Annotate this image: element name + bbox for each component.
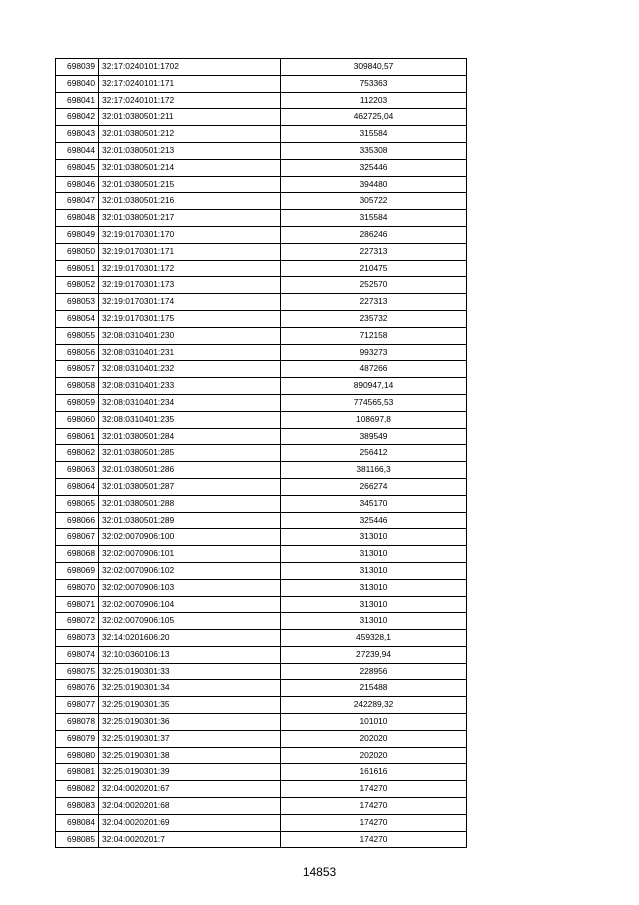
row-id-cell: 698081 (56, 764, 99, 781)
table-row (56, 294, 467, 311)
row-id-cell: 698051 (56, 260, 99, 277)
cadastral-value-cell: 305722 (281, 193, 467, 210)
cadastral-number-cell: 32:01:0380501:285 (99, 445, 281, 462)
table-row (56, 747, 467, 764)
table-row (56, 59, 467, 76)
cadastral-number-cell: 32:01:0380501:286 (99, 462, 281, 479)
cadastral-value-cell: 101010 (281, 714, 467, 731)
cadastral-value-cell: 242289,32 (281, 697, 467, 714)
cadastral-value-cell: 345170 (281, 495, 467, 512)
row-id-cell: 698065 (56, 495, 99, 512)
cadastral-value-cell: 161616 (281, 764, 467, 781)
table-row (56, 646, 467, 663)
row-id-cell: 698069 (56, 562, 99, 579)
cadastral-number-cell: 32:19:0170301:175 (99, 310, 281, 327)
cadastral-value-cell: 462725,04 (281, 109, 467, 126)
table-row (56, 176, 467, 193)
cadastral-number-cell: 32:04:0020201:67 (99, 781, 281, 798)
table-row (56, 798, 467, 815)
row-id-cell: 698076 (56, 680, 99, 697)
row-id-cell: 698057 (56, 361, 99, 378)
row-id-cell: 698085 (56, 831, 99, 848)
row-id-cell: 698039 (56, 59, 99, 76)
row-id-cell: 698078 (56, 714, 99, 731)
table-row (56, 327, 467, 344)
cadastral-value-cell: 313010 (281, 579, 467, 596)
cadastral-value-cell: 389549 (281, 428, 467, 445)
cadastral-value-cell: 252570 (281, 277, 467, 294)
cadastral-value-cell: 313010 (281, 613, 467, 630)
cadastral-value-cell: 315584 (281, 126, 467, 143)
row-id-cell: 698063 (56, 462, 99, 479)
table-row (56, 596, 467, 613)
table-row (56, 159, 467, 176)
cadastral-value-cell: 227313 (281, 243, 467, 260)
table-row (56, 260, 467, 277)
cadastral-value-cell: 774565,53 (281, 394, 467, 411)
cadastral-number-cell: 32:02:0070906:104 (99, 596, 281, 613)
table-row (56, 697, 467, 714)
row-id-cell: 698062 (56, 445, 99, 462)
row-id-cell: 698042 (56, 109, 99, 126)
table-row (56, 445, 467, 462)
row-id-cell: 698082 (56, 781, 99, 798)
cadastral-value-cell: 235732 (281, 310, 467, 327)
row-id-cell: 698074 (56, 646, 99, 663)
cadastral-value-cell: 890947,14 (281, 378, 467, 395)
table-row (56, 193, 467, 210)
table-row (56, 814, 467, 831)
cadastral-number-cell: 32:25:0190301:33 (99, 663, 281, 680)
cadastral-value-cell: 174270 (281, 798, 467, 815)
table-row (56, 142, 467, 159)
cadastral-value-cell: 325446 (281, 512, 467, 529)
cadastral-value-cell: 313010 (281, 529, 467, 546)
table-row (56, 226, 467, 243)
row-id-cell: 698049 (56, 226, 99, 243)
row-id-cell: 698047 (56, 193, 99, 210)
cadastral-number-cell: 32:01:0380501:216 (99, 193, 281, 210)
row-id-cell: 698053 (56, 294, 99, 311)
cadastral-value-cell: 315584 (281, 210, 467, 227)
cadastral-number-cell: 32:19:0170301:172 (99, 260, 281, 277)
row-id-cell: 698060 (56, 411, 99, 428)
table-row (56, 411, 467, 428)
cadastral-number-cell: 32:25:0190301:34 (99, 680, 281, 697)
table-row (56, 764, 467, 781)
table-row (56, 428, 467, 445)
cadastral-value-cell: 394480 (281, 176, 467, 193)
row-id-cell: 698043 (56, 126, 99, 143)
table-row (56, 562, 467, 579)
cadastral-number-cell: 32:25:0190301:38 (99, 747, 281, 764)
cadastral-value-cell: 256412 (281, 445, 467, 462)
table-row (56, 512, 467, 529)
row-id-cell: 698075 (56, 663, 99, 680)
cadastral-value-cell: 210475 (281, 260, 467, 277)
cadastral-number-cell: 32:01:0380501:288 (99, 495, 281, 512)
row-id-cell: 698077 (56, 697, 99, 714)
table-row (56, 344, 467, 361)
cadastral-value-cell: 215488 (281, 680, 467, 697)
table-row (56, 126, 467, 143)
row-id-cell: 698070 (56, 579, 99, 596)
table-row (56, 495, 467, 512)
row-id-cell: 698079 (56, 730, 99, 747)
row-id-cell: 698064 (56, 478, 99, 495)
table-row (56, 714, 467, 731)
row-id-cell: 698045 (56, 159, 99, 176)
cadastral-number-cell: 32:01:0380501:217 (99, 210, 281, 227)
cadastral-number-cell: 32:08:0310401:235 (99, 411, 281, 428)
table-row (56, 579, 467, 596)
table-row (56, 310, 467, 327)
cadastral-value-cell: 286246 (281, 226, 467, 243)
row-id-cell: 698083 (56, 798, 99, 815)
cadastral-value-cell: 174270 (281, 814, 467, 831)
cadastral-number-cell: 32:17:0240101:171 (99, 75, 281, 92)
row-id-cell: 698055 (56, 327, 99, 344)
table-row (56, 613, 467, 630)
cadastral-number-cell: 32:08:0310401:233 (99, 378, 281, 395)
table-row (56, 781, 467, 798)
row-id-cell: 698059 (56, 394, 99, 411)
row-id-cell: 698052 (56, 277, 99, 294)
row-id-cell: 698080 (56, 747, 99, 764)
cadastral-value-cell: 202020 (281, 730, 467, 747)
cadastral-value-cell: 381166,3 (281, 462, 467, 479)
table-body (56, 59, 467, 848)
cadastral-value-cell: 459328,1 (281, 630, 467, 647)
cadastral-value-cell: 174270 (281, 831, 467, 848)
cadastral-number-cell: 32:10:0360106:13 (99, 646, 281, 663)
cadastral-value-table (55, 58, 467, 848)
cadastral-number-cell: 32:01:0380501:212 (99, 126, 281, 143)
cadastral-number-cell: 32:02:0070906:101 (99, 546, 281, 563)
cadastral-number-cell: 32:17:0240101:1702 (99, 59, 281, 76)
cadastral-value-cell: 202020 (281, 747, 467, 764)
cadastral-number-cell: 32:01:0380501:287 (99, 478, 281, 495)
cadastral-number-cell: 32:17:0240101:172 (99, 92, 281, 109)
cadastral-value-cell: 27239,94 (281, 646, 467, 663)
cadastral-number-cell: 32:19:0170301:170 (99, 226, 281, 243)
row-id-cell: 698067 (56, 529, 99, 546)
row-id-cell: 698041 (56, 92, 99, 109)
table-row (56, 630, 467, 647)
table-row (56, 394, 467, 411)
cadastral-value-cell: 487266 (281, 361, 467, 378)
table-row (56, 831, 467, 848)
cadastral-value-cell: 227313 (281, 294, 467, 311)
cadastral-number-cell: 32:19:0170301:173 (99, 277, 281, 294)
table-row (56, 663, 467, 680)
cadastral-number-cell: 32:01:0380501:213 (99, 142, 281, 159)
cadastral-number-cell: 32:14:0201606:20 (99, 630, 281, 647)
table-row (56, 277, 467, 294)
table-row (56, 75, 467, 92)
cadastral-value-cell: 712158 (281, 327, 467, 344)
row-id-cell: 698054 (56, 310, 99, 327)
row-id-cell: 698050 (56, 243, 99, 260)
table-row (56, 92, 467, 109)
row-id-cell: 698071 (56, 596, 99, 613)
cadastral-value-cell: 228956 (281, 663, 467, 680)
table-row (56, 109, 467, 126)
table-row (56, 210, 467, 227)
cadastral-number-cell: 32:01:0380501:211 (99, 109, 281, 126)
table-row (56, 478, 467, 495)
table-row (56, 378, 467, 395)
cadastral-value-cell: 313010 (281, 562, 467, 579)
cadastral-number-cell: 32:01:0380501:215 (99, 176, 281, 193)
table-row (56, 546, 467, 563)
cadastral-number-cell: 32:02:0070906:103 (99, 579, 281, 596)
table-row (56, 361, 467, 378)
cadastral-number-cell: 32:02:0070906:105 (99, 613, 281, 630)
cadastral-number-cell: 32:19:0170301:171 (99, 243, 281, 260)
table-row (56, 529, 467, 546)
cadastral-number-cell: 32:02:0070906:100 (99, 529, 281, 546)
table-row (56, 243, 467, 260)
cadastral-value-cell: 266274 (281, 478, 467, 495)
cadastral-number-cell: 32:25:0190301:35 (99, 697, 281, 714)
row-id-cell: 698061 (56, 428, 99, 445)
cadastral-number-cell: 32:19:0170301:174 (99, 294, 281, 311)
cadastral-value-cell: 174270 (281, 781, 467, 798)
row-id-cell: 698058 (56, 378, 99, 395)
cadastral-number-cell: 32:08:0310401:230 (99, 327, 281, 344)
table-row (56, 680, 467, 697)
row-id-cell: 698068 (56, 546, 99, 563)
table-row (56, 730, 467, 747)
cadastral-number-cell: 32:04:0020201:69 (99, 814, 281, 831)
row-id-cell: 698056 (56, 344, 99, 361)
cadastral-number-cell: 32:01:0380501:289 (99, 512, 281, 529)
row-id-cell: 698073 (56, 630, 99, 647)
cadastral-value-cell: 325446 (281, 159, 467, 176)
row-id-cell: 698040 (56, 75, 99, 92)
cadastral-number-cell: 32:25:0190301:39 (99, 764, 281, 781)
cadastral-number-cell: 32:08:0310401:234 (99, 394, 281, 411)
row-id-cell: 698046 (56, 176, 99, 193)
cadastral-value-cell: 313010 (281, 546, 467, 563)
row-id-cell: 698084 (56, 814, 99, 831)
row-id-cell: 698044 (56, 142, 99, 159)
cadastral-value-cell: 313010 (281, 596, 467, 613)
cadastral-number-cell: 32:25:0190301:36 (99, 714, 281, 731)
cadastral-number-cell: 32:04:0020201:7 (99, 831, 281, 848)
row-id-cell: 698072 (56, 613, 99, 630)
page-number: 14853 (302, 865, 337, 879)
cadastral-value-cell: 753363 (281, 75, 467, 92)
row-id-cell: 698066 (56, 512, 99, 529)
row-id-cell: 698048 (56, 210, 99, 227)
table-row (56, 462, 467, 479)
cadastral-number-cell: 32:08:0310401:232 (99, 361, 281, 378)
cadastral-number-cell: 32:01:0380501:214 (99, 159, 281, 176)
cadastral-number-cell: 32:04:0020201:68 (99, 798, 281, 815)
cadastral-number-cell: 32:08:0310401:231 (99, 344, 281, 361)
cadastral-number-cell: 32:25:0190301:37 (99, 730, 281, 747)
cadastral-value-cell: 112203 (281, 92, 467, 109)
cadastral-number-cell: 32:01:0380501:284 (99, 428, 281, 445)
cadastral-value-cell: 309840,57 (281, 59, 467, 76)
cadastral-value-cell: 993273 (281, 344, 467, 361)
cadastral-value-cell: 108697,8 (281, 411, 467, 428)
cadastral-value-cell: 335308 (281, 142, 467, 159)
cadastral-number-cell: 32:02:0070906:102 (99, 562, 281, 579)
